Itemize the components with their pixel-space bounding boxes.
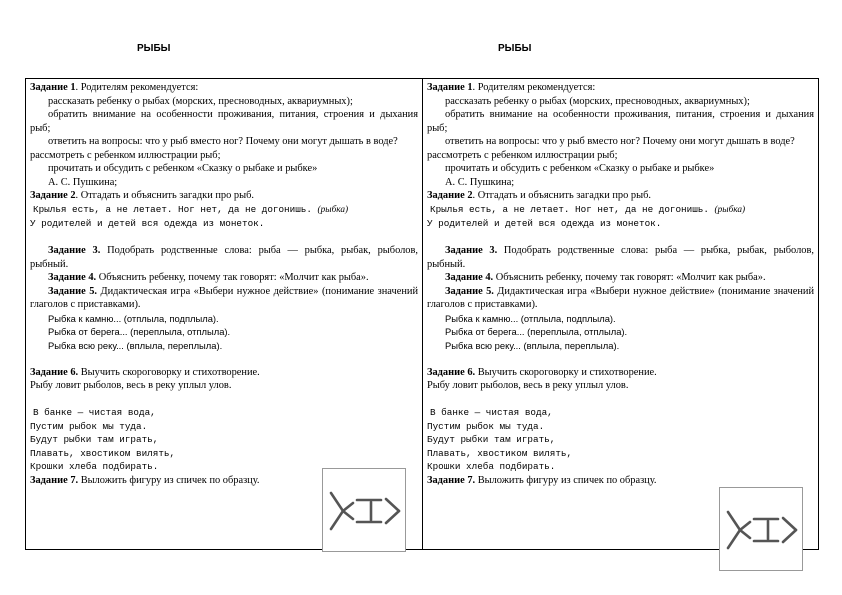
riddle-1-answer: (рыбка) xyxy=(317,204,349,215)
riddle-1: Крылья есть, а не летает. Ног нет, да не догонишь. (рыбка) xyxy=(33,203,349,215)
poem-line: Пустим рыбок мы туда. xyxy=(30,420,148,432)
poem-line: Пустим рыбок мы туда. xyxy=(427,420,545,432)
task-2: Задание 2. Отгадать и объяснить загадки про рыб. xyxy=(427,190,651,201)
task-1-item: рассмотреть с ребенком иллюстрации рыб; xyxy=(427,149,618,161)
task-3: Задание 3. Подобрать родственные слова: рыба — рыбка, рыбак, рыболов, рыбный. xyxy=(30,245,419,270)
task-3: Задание 3. Подобрать родственные слова: рыба — рыбка, рыбак, рыболов, рыбный. xyxy=(427,245,814,270)
poem-line: Плавать, хвостиком вилять, xyxy=(30,447,176,459)
task-6: Задание 6. Выучить скороговорку и стихотворение. xyxy=(30,366,260,378)
task-sheet xyxy=(25,78,819,550)
task-1-item: обратить внимание на особенности проживания, питания, строения и дыхания рыб; xyxy=(427,109,814,134)
task-5-example: Рыбка к камню... (отплыла, подплыла). xyxy=(445,312,616,324)
task-1-item: ответить на вопросы: что у рыб вместо ног? Почему они могут дышать в воде? xyxy=(48,136,398,147)
task-card-right xyxy=(422,79,818,549)
poem-line: Плавать, хвостиком вилять, xyxy=(427,447,573,459)
poem-line: Будут рыбки там играть, xyxy=(30,434,159,445)
riddle-1: Крылья есть, а не летает. Ног нет, да не догонишь. (рыбка) xyxy=(430,203,746,215)
riddle-2: У родителей и детей вся одежда из монеток. xyxy=(30,218,265,229)
tongue-twister: Рыбу ловит рыболов, весь в реку уплыл улов. xyxy=(30,380,232,391)
matchstick-fish-figure xyxy=(719,487,803,571)
task-1: Задание 1. Родителям рекомендуется: xyxy=(30,82,199,93)
task-1-item: прочитать и обсудить с ребенком «Сказку о рыбаке и рыбке» xyxy=(48,163,318,174)
tongue-twister: Рыбу ловит рыболов, весь в реку уплыл улов. xyxy=(427,380,629,391)
matchstick-fish-figure xyxy=(322,468,406,552)
task-1-item: А. С. Пушкина; xyxy=(48,176,118,188)
task-5-example: Рыбка всю реку... (вплыла, переплыла). xyxy=(445,339,620,351)
task-1: Задание 1. Родителям рекомендуется: xyxy=(427,82,596,93)
task-5-example: Рыбка к камню... (отплыла, подплыла). xyxy=(48,312,219,324)
page-title-right: РЫБЫ xyxy=(498,43,532,54)
task-5-example: Рыбка от берега... (переплыла, отплыла). xyxy=(445,326,628,337)
matchstick-fish-icon xyxy=(323,469,407,553)
poem-line: Будут рыбки там играть, xyxy=(427,434,556,445)
task-7: Задание 7. Выложить фигуру из спичек по образцу. xyxy=(427,474,657,486)
poem-line: Крошки хлеба подбирать. xyxy=(30,461,159,472)
task-2: Задание 2. Отгадать и объяснить загадки про рыб. xyxy=(30,190,254,201)
poem-line: В банке — чистая вода, xyxy=(430,407,553,418)
page-title-left: РЫБЫ xyxy=(137,43,171,54)
task-1-item: А. С. Пушкина; xyxy=(445,176,515,188)
poem-line: В банке — чистая вода, xyxy=(33,407,156,418)
task-1-item: прочитать и обсудить с ребенком «Сказку о рыбаке и рыбке» xyxy=(445,163,715,174)
matchstick-fish-icon xyxy=(720,488,804,572)
riddle-2: У родителей и детей вся одежда из монеток. xyxy=(427,218,662,229)
task-6: Задание 6. Выучить скороговорку и стихотворение. xyxy=(427,366,657,378)
task-card-left xyxy=(26,79,422,549)
task-1-item: рассказать ребенку о рыбах (морских, пресноводных, аквариумных); xyxy=(48,95,353,107)
task-1-item: рассказать ребенку о рыбах (морских, пресноводных, аквариумных); xyxy=(445,95,750,107)
task-1-item: рассмотреть с ребенком иллюстрации рыб; xyxy=(30,149,221,161)
task-5-example: Рыбка от берега... (переплыла, отплыла). xyxy=(48,326,231,337)
poem-line: Крошки хлеба подбирать. xyxy=(427,461,556,472)
task-7: Задание 7. Выложить фигуру из спичек по образцу. xyxy=(30,474,260,486)
task-1-item: ответить на вопросы: что у рыб вместо ног? Почему они могут дышать в воде? xyxy=(445,136,795,147)
task-1-item: обратить внимание на особенности проживания, питания, строения и дыхания рыб; xyxy=(30,109,418,134)
task-5: Задание 5. Дидактическая игра «Выбери нужное действие» (понимание значений глаголов с приставками). xyxy=(427,285,815,310)
task-5: Задание 5. Дидактическая игра «Выбери нужное действие» (понимание значений глаголов с приставками). xyxy=(30,285,419,310)
task-4: Задание 4. Объяснить ребенку, почему так говорят: «Молчит как рыба». xyxy=(445,272,766,283)
riddle-1-answer: (рыбка) xyxy=(714,204,746,215)
task-5-example: Рыбка всю реку... (вплыла, переплыла). xyxy=(48,339,223,351)
task-4: Задание 4. Объяснить ребенку, почему так говорят: «Молчит как рыба». xyxy=(48,272,369,283)
